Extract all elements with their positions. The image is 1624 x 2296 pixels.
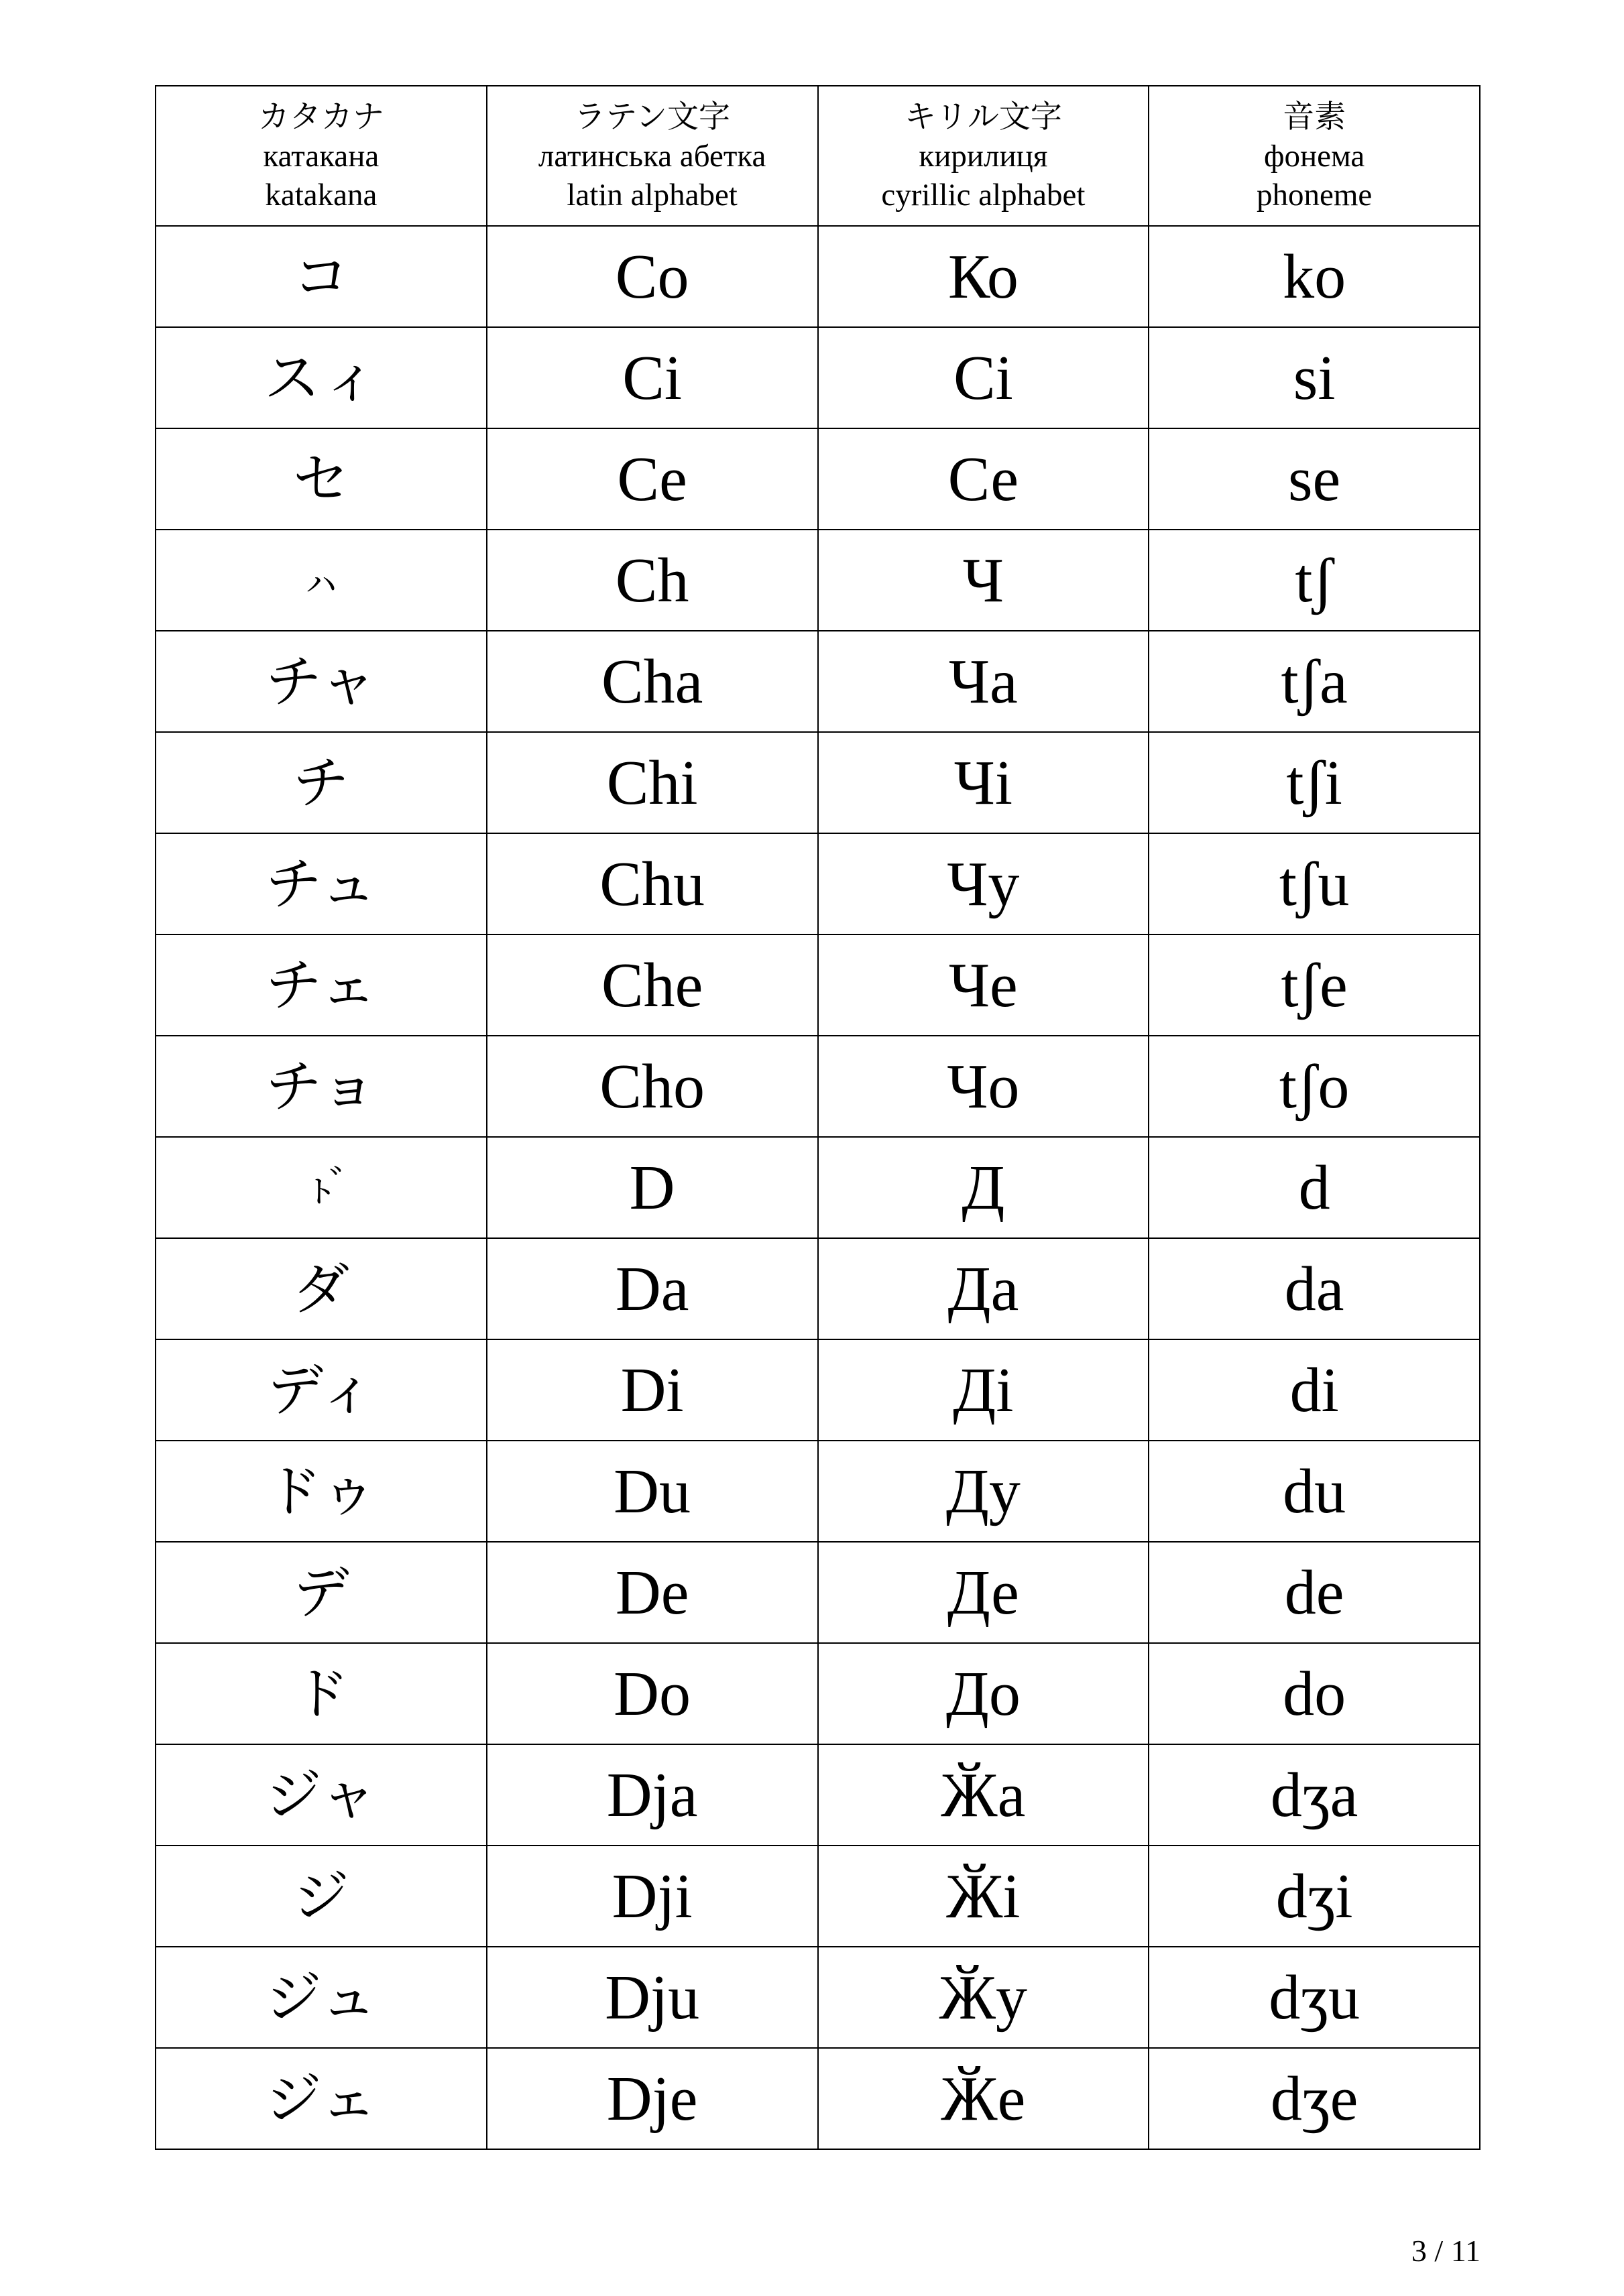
cyrillic-cell: Ду <box>818 1441 1149 1542</box>
header-row <box>156 86 1480 226</box>
table-row <box>156 1643 1480 1744</box>
phoneme-cell: tʃu <box>1149 833 1480 934</box>
latin-cell: Du <box>487 1441 818 1542</box>
header-latin <box>487 86 818 226</box>
cyrillic-cell: Че <box>818 934 1149 1036</box>
header-phoneme <box>1149 86 1480 226</box>
phoneme-cell: da <box>1149 1238 1480 1339</box>
cyrillic-cell: Да <box>818 1238 1149 1339</box>
header-cyrillic-jp: キリル文字 <box>904 99 1062 135</box>
table-row <box>156 732 1480 833</box>
table-row <box>156 327 1480 428</box>
header-katakana-jp: カタカナ <box>257 99 384 135</box>
table-row <box>156 1542 1480 1643</box>
table-row <box>156 833 1480 934</box>
phoneme-cell: se <box>1149 428 1480 530</box>
latin-cell: Da <box>487 1238 818 1339</box>
table-row <box>156 1846 1480 1947</box>
table-row <box>156 631 1480 732</box>
katakana-cell: ディ <box>156 1339 487 1441</box>
latin-cell: Co <box>487 226 818 327</box>
phoneme-cell: si <box>1149 327 1480 428</box>
latin-cell: Ce <box>487 428 818 530</box>
cyrillic-cell: Ді <box>818 1339 1149 1441</box>
cyrillic-cell: Ӂа <box>818 1744 1149 1846</box>
header-latin-en: latin alphabet <box>567 177 738 213</box>
katakana-cell: チョ <box>156 1036 487 1137</box>
header-cyrillic <box>818 86 1149 226</box>
katakana-cell: チュ <box>156 833 487 934</box>
table-row <box>156 428 1480 530</box>
table-header <box>156 86 1480 226</box>
header-katakana <box>156 86 487 226</box>
header-phoneme-en: phoneme <box>1256 177 1373 213</box>
latin-cell: Cha <box>487 631 818 732</box>
phoneme-cell: tʃi <box>1149 732 1480 833</box>
phoneme-cell: d <box>1149 1137 1480 1238</box>
katakana-cell: ドゥ <box>156 1441 487 1542</box>
table-row <box>156 1947 1480 2048</box>
cyrillic-cell: Чі <box>818 732 1149 833</box>
latin-cell: Dje <box>487 2048 818 2149</box>
header-latin-uk: латинська абетка <box>538 138 766 174</box>
cyrillic-cell: Д <box>818 1137 1149 1238</box>
cyrillic-cell: Ӂе <box>818 2048 1149 2149</box>
latin-cell: Chu <box>487 833 818 934</box>
katakana-cell: チェ <box>156 934 487 1036</box>
latin-cell: Ci <box>487 327 818 428</box>
phoneme-cell: du <box>1149 1441 1480 1542</box>
cyrillic-cell: Ко <box>818 226 1149 327</box>
phoneme-cell: dʒa <box>1149 1744 1480 1846</box>
latin-cell: Di <box>487 1339 818 1441</box>
cyrillic-cell: Се <box>818 428 1149 530</box>
cyrillic-cell: Ча <box>818 631 1149 732</box>
latin-cell: Chi <box>487 732 818 833</box>
cyrillic-cell: Сі <box>818 327 1149 428</box>
katakana-cell: スィ <box>156 327 487 428</box>
cyrillic-cell: Чо <box>818 1036 1149 1137</box>
katakana-cell: コ <box>156 226 487 327</box>
phoneme-cell: de <box>1149 1542 1480 1643</box>
katakana-cell: チ <box>156 732 487 833</box>
katakana-cell: ダ <box>156 1238 487 1339</box>
cyrillic-cell: Ӂу <box>818 1947 1149 2048</box>
cyrillic-cell: Де <box>818 1542 1149 1643</box>
table-row <box>156 1339 1480 1441</box>
table-row <box>156 934 1480 1036</box>
header-cyrillic-en: cyrillic alphabet <box>881 177 1086 213</box>
cyrillic-cell: Ч <box>818 530 1149 631</box>
header-cyrillic-uk: кирилиця <box>919 138 1048 174</box>
cyrillic-cell: До <box>818 1643 1149 1744</box>
transliteration-table <box>155 85 1481 2150</box>
katakana-cell: ジャ <box>156 1744 487 1846</box>
katakana-cell: チャ <box>156 631 487 732</box>
table-row <box>156 1238 1480 1339</box>
latin-cell: Do <box>487 1643 818 1744</box>
latin-cell: Dji <box>487 1846 818 1947</box>
latin-cell: Dju <box>487 1947 818 2048</box>
katakana-cell: ド <box>156 1643 487 1744</box>
katakana-cell: ジ <box>156 1846 487 1947</box>
latin-cell: De <box>487 1542 818 1643</box>
phoneme-cell: do <box>1149 1643 1480 1744</box>
table-row <box>156 1036 1480 1137</box>
latin-cell: Che <box>487 934 818 1036</box>
katakana-cell: ジェ <box>156 2048 487 2149</box>
phoneme-cell: di <box>1149 1339 1480 1441</box>
table-row <box>156 2048 1480 2149</box>
katakana-cell: ジュ <box>156 1947 487 2048</box>
table-body <box>156 226 1480 2149</box>
table-row <box>156 1137 1480 1238</box>
header-katakana-uk: катакана <box>263 138 380 174</box>
page-number: 3 / 11 <box>1411 2234 1481 2268</box>
table-row <box>156 1744 1480 1846</box>
phoneme-cell: dʒe <box>1149 2048 1480 2149</box>
katakana-cell: デ <box>156 1542 487 1643</box>
cyrillic-cell: Чу <box>818 833 1149 934</box>
phoneme-cell: tʃo <box>1149 1036 1480 1137</box>
header-latin-jp: ラテン文字 <box>574 99 730 135</box>
latin-cell: D <box>487 1137 818 1238</box>
phoneme-cell: ko <box>1149 226 1480 327</box>
latin-cell: Ch <box>487 530 818 631</box>
header-phoneme-jp: 音素 <box>1283 99 1346 135</box>
phoneme-cell: tʃe <box>1149 934 1480 1036</box>
latin-cell: Dja <box>487 1744 818 1846</box>
katakana-cell: ㇳ゙ <box>156 1137 487 1238</box>
phoneme-cell: tʃ <box>1149 530 1480 631</box>
phoneme-cell: dʒi <box>1149 1846 1480 1947</box>
latin-cell: Cho <box>487 1036 818 1137</box>
table-row <box>156 1441 1480 1542</box>
table-row <box>156 530 1480 631</box>
table-row <box>156 226 1480 327</box>
header-phoneme-uk: фонема <box>1264 138 1365 174</box>
cyrillic-cell: Ӂі <box>818 1846 1149 1947</box>
header-katakana-en: katakana <box>265 177 378 213</box>
katakana-cell: ㇵ <box>156 530 487 631</box>
katakana-cell: セ <box>156 428 487 530</box>
phoneme-cell: dʒu <box>1149 1947 1480 2048</box>
phoneme-cell: tʃa <box>1149 631 1480 732</box>
